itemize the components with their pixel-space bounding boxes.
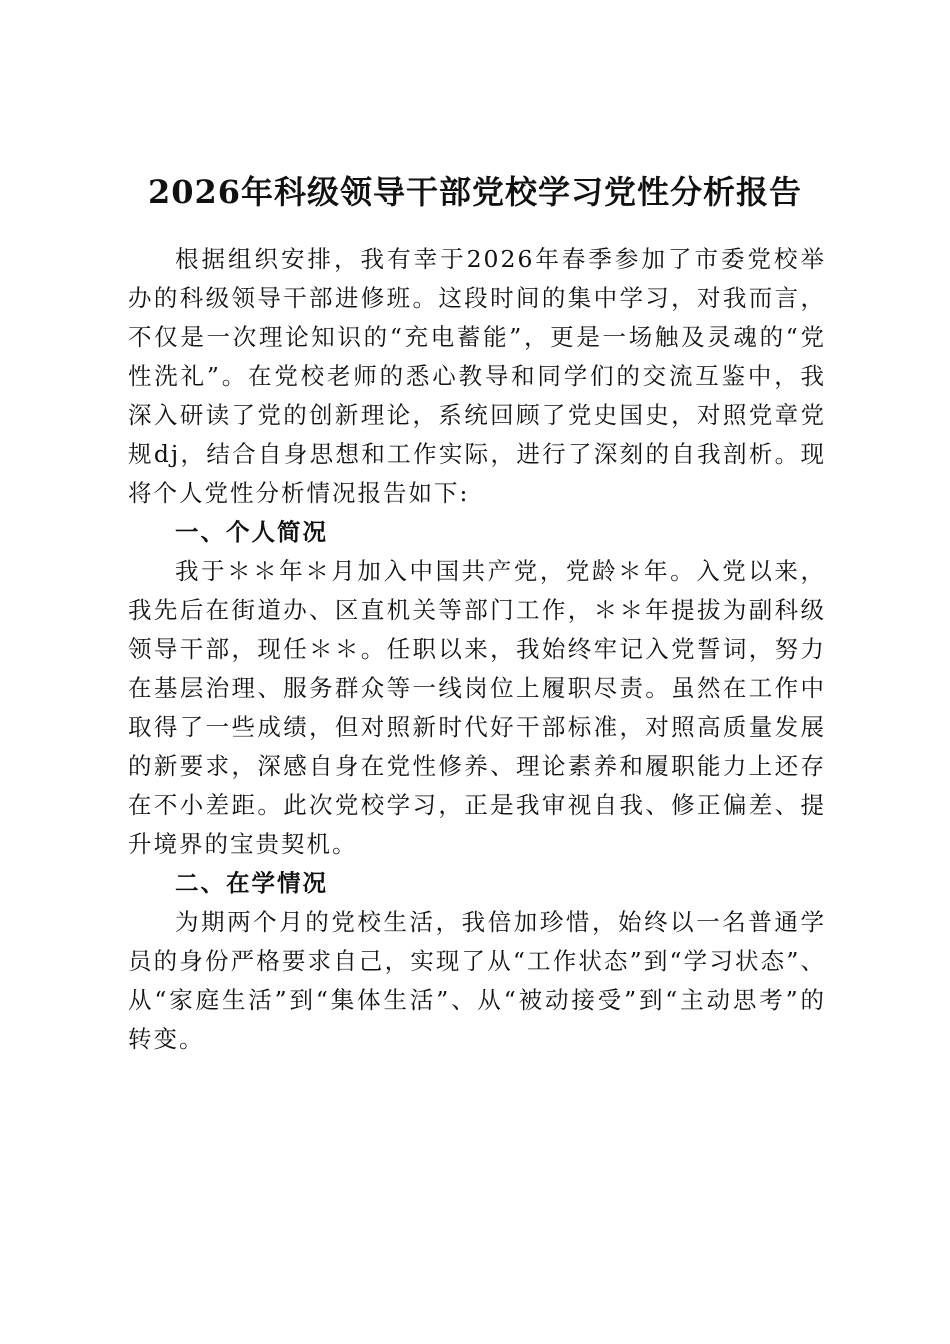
document-body: [128, 240, 826, 1059]
section-heading-personal-profile: 一、个人简况: [175, 518, 328, 546]
document-title: 2026年科级领导干部党校学习党性分析报告: [147, 173, 803, 211]
personal-profile-paragraph: 我于＊＊年＊月加入中国共产党，党龄＊年。入党以来，我先后在街道办、区直机关等部门工作，＊＊年提拔为副科级领导干部，现任＊＊。任职以来，我始终牢记入党誓词，努力在基层治理、服务群众等一线岗位上履职尽责。虽然在工作中取得了一些成绩，但对照新时代好干部标准，对照高质量发展的新要求，深感自身在党性修养、理论素养和履职能力上还存在不小差距。此次党校学习，正是我审视自我、修正偏差、提升境界的宝贵契机。: [128, 557, 826, 858]
section-heading-study-status: 二、在学情况: [175, 869, 328, 897]
study-status-paragraph: 为期两个月的党校生活，我倍加珍惜，始终以一名普通学员的身份严格要求自己，实现了从“工作状态”到“学习状态”、从“家庭生活”到“集体生活”、从“被动接受”到“主动思考”的转变。: [128, 908, 826, 1053]
intro-paragraph: 根据组织安排，我有幸于2026年春季参加了市委党校举办的科级领导干部进修班。这段时间的集中学习，对我而言，不仅是一次理论知识的“充电蓄能”，更是一场触及灵魂的“党性洗礼”。在党校老师的悉心教导和同学们的交流互鉴中，我深入研读了党的创新理论，系统回顾了党史国史，对照党章党规dj，结合自身思想和工作实际，进行了深刻的自我剖析。现将个人党性分析情况报告如下:: [128, 245, 826, 507]
